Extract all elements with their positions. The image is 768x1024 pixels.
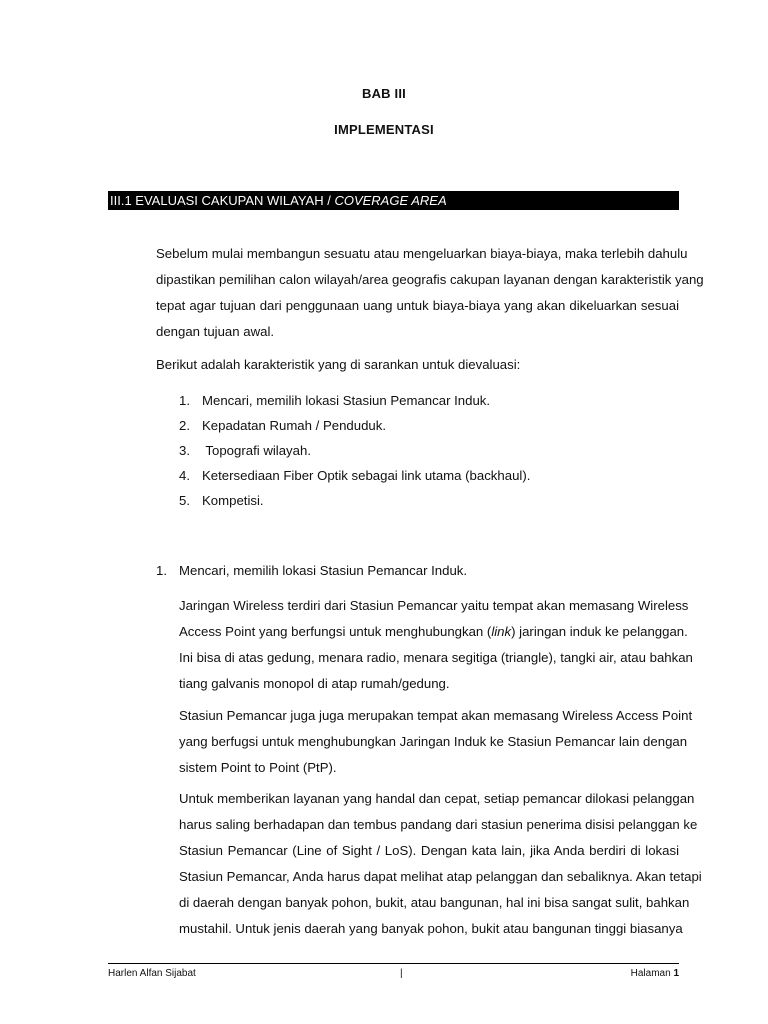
chapter-title: IMPLEMENTASI xyxy=(334,122,434,137)
paragraph-line: Sebelum mulai membangun sesuatu atau mengeluarkan biaya-biaya, maka terlebih dahulu xyxy=(156,246,688,261)
list-item-number: 2. xyxy=(179,418,190,433)
service-paragraph xyxy=(179,786,702,942)
section-heading-text: III.1 EVALUASI CAKUPAN WILAYAH / xyxy=(110,193,335,208)
list-item xyxy=(179,413,530,438)
paragraph-line: Jaringan Wireless terdiri dari Stasiun Pemancar yaitu tempat akan memasang Wireless xyxy=(179,598,689,613)
paragraph-line xyxy=(179,619,688,645)
paragraph-line: Ini bisa di atas gedung, menara radio, menara segitiga (triangle), tangki air, atau bahkan xyxy=(179,650,693,665)
list-item-number: 5. xyxy=(179,493,190,508)
list-item xyxy=(179,488,530,513)
paragraph-line: dipastikan pemilihan calon wilayah/area geografis cakupan layanan dengan karakteristik yang xyxy=(156,272,704,287)
list-item-text: Topografi wilayah. xyxy=(202,443,311,458)
station-paragraph xyxy=(179,703,693,781)
list-item-number: 4. xyxy=(179,468,190,483)
paragraph-line: Stasiun Pemancar juga juga merupakan tempat akan memasang Wireless Access Point xyxy=(179,708,693,723)
paragraph-line: sistem Point to Point (PtP). xyxy=(179,760,337,775)
paragraph-line: yang berfugsi untuk menghubungkan Jaringan Induk ke Stasiun Pemancar lain dengan xyxy=(179,734,688,749)
list-item-number: 3. xyxy=(179,443,190,458)
paragraph-line: dengan tujuan awal. xyxy=(156,324,275,339)
subsection-heading xyxy=(156,558,467,584)
section-heading-italic: COVERAGE AREA xyxy=(334,193,447,208)
footer-page-text: Halaman xyxy=(630,968,674,979)
paragraph-line: harus saling berhadapan dan tembus pandang dari stasiun penerima disisi pelanggan ke xyxy=(179,817,698,832)
footer-author: Harlen Alfan Sijabat xyxy=(108,968,196,979)
paragraph-line: tepat agar tujuan dari penggunaan uang untuk biaya-biaya yang akan dikeluarkan sesuai xyxy=(156,298,679,313)
line-text-italic: link xyxy=(491,624,512,639)
list-item-text: Ketersediaan Fiber Optik sebagai link utama (backhaul). xyxy=(202,468,531,483)
chapter-number: BAB III xyxy=(361,86,406,101)
subsection-number: 1. xyxy=(156,563,167,578)
line-text: Access Point yang berfungsi untuk menghubungkan ( xyxy=(179,624,492,639)
list-item-text: Kompetisi. xyxy=(202,493,264,508)
section-heading xyxy=(108,191,679,210)
paragraph-line: Stasiun Pemancar (Line of Sight / LoS). Dengan kata lain, jika Anda berdiri di lokasi xyxy=(179,843,679,858)
footer-separator: | xyxy=(400,968,403,979)
paragraph-line: mustahil. Untuk jenis daerah yang banyak pohon, bukit atau bangunan tinggi biasanya xyxy=(179,921,683,936)
paragraph-line: Stasiun Pemancar, Anda harus dapat melihat atap pelanggan dan sebaliknya. Akan tetapi xyxy=(179,869,702,884)
wireless-paragraph xyxy=(179,593,693,697)
list-item xyxy=(179,463,530,488)
list-intro xyxy=(156,352,679,378)
intro-paragraph xyxy=(156,241,704,345)
criteria-list xyxy=(179,388,530,513)
paragraph-line: tiang galvanis monopol di atap rumah/gedung. xyxy=(179,676,450,691)
list-item-text: Mencari, memilih lokasi Stasiun Pemancar Induk. xyxy=(202,393,491,408)
list-item xyxy=(179,438,530,463)
list-item-number: 1. xyxy=(179,393,190,408)
line-text: ) jaringan induk ke pelanggan. xyxy=(511,624,688,639)
list-item-text: Kepadatan Rumah / Penduduk. xyxy=(202,418,387,433)
footer-page-label xyxy=(631,968,679,979)
paragraph-line: Untuk memberikan layanan yang handal dan cepat, setiap pemancar dilokasi pelanggan xyxy=(179,791,695,806)
paragraph-line: Berikut adalah karakteristik yang di sarankan untuk dievaluasi: xyxy=(156,357,521,372)
subsection-title: Mencari, memilih lokasi Stasiun Pemancar Induk. xyxy=(179,563,468,578)
footer-page-number: 1 xyxy=(673,968,679,979)
footer-divider xyxy=(108,963,679,964)
list-item xyxy=(179,388,530,413)
paragraph-line: di daerah dengan banyak pohon, bukit, atau bangunan, hal ini bisa sangat sulit, bahkan xyxy=(179,895,690,910)
